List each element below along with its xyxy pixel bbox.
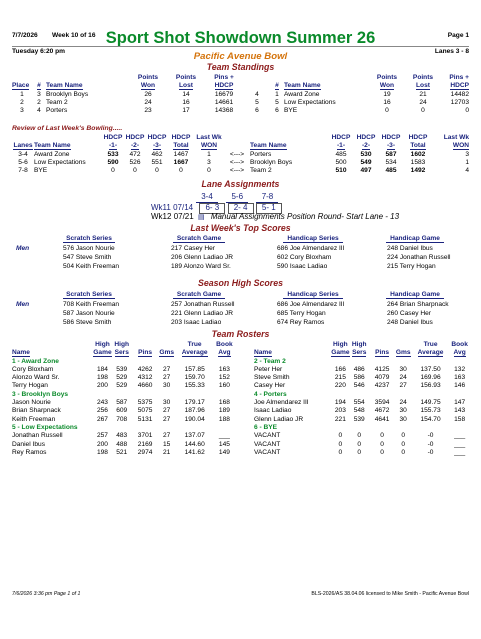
page-number: Page 1 [447, 32, 469, 39]
lane-pairs-header: 3-4 5-6 7-8 [196, 193, 278, 203]
review-row: 3-4 Award Zone 533 472 462 1467 1 <---> Porters 485 530 587 1602 3 [18, 150, 469, 158]
roster-row: Steve Smith 215 586 4079 24 169.96 163 [254, 374, 466, 382]
roster-row: Peter Her 166 486 4125 30 137.50 132 [254, 365, 466, 373]
roster-row: Joe Almendarez III 194 554 3594 24 149.75 147 [254, 399, 466, 407]
roster-row: VACANT 0 0 0 0 -0 ___ [254, 432, 466, 440]
roster-row: Terry Hogan 200 529 4660 30 155.33 160 [12, 382, 230, 390]
roster-row: Isaac Ladiao 203 548 4672 30 155.73 143 [254, 407, 466, 415]
top-handicap-game: 248 Daniel Ibus 224 Jonathan Russell 215 Terry Hogan [386, 245, 451, 270]
calendar-icon: ▤ [197, 214, 205, 221]
roster-team-name: 3 - Brooklyn Boys [12, 390, 69, 398]
review-row: 5-6 Low Expectations 590 526 551 1667 3 <---> Brooklyn Boys 500 549 534 1583 1 [18, 158, 469, 166]
top-scratch-series: 576 Jason Nourie 547 Steve Smith 504 Keith Freeman [62, 245, 120, 270]
roster-table-right: High High True Book Name Game Sers Pins Gms Average Avg 2 - Team 2 Peter Her 166 486 4125 30 137.50 132 Steve Smith 215 586 4079 24 169.96 163 Casey Her 220 546 4237 27 156.93 146 4 - Porters Joe Almendarez III 194 554 3594 24 149.75 147 Isaac Ladiao 203 548 4672 30 155.73 143 Glenn Ladiao JR 221 539 4641 30 154.70 158 6 - BYE VACANT 0 0 0 0 -0 ___ VACANT 0 0 0 0 -0 ___ VACANT 0 0 0 0 -0 ___ [254, 341, 468, 456]
report-date: 7/7/2026 [12, 32, 38, 39]
season-scratch-series: 708 Keith Freeman 587 Jason Nourie 586 Steve Smith [62, 301, 120, 326]
roster-team-name: 1 - Award Zone [12, 357, 59, 365]
day-time: Tuesday 6:20 pm [12, 48, 66, 55]
wk11-assign: Wk11 07/14 6- 3 2- 4 5- 1 [151, 203, 282, 214]
standings-row: 3 4 Porters 23 17 14368 6 6 BYE 0 0 0 [20, 107, 469, 115]
review-row: 7-8 BYE 0 0 0 0 0 <---> Team 2 510 497 485 1492 4 [18, 167, 469, 175]
roster-row: VACANT 0 0 0 0 -0 ___ [254, 448, 466, 456]
season-scratch-game: 257 Jonathan Russell 221 Glenn Ladiao JR 203 Isaac Ladiao [170, 301, 235, 326]
wk12-assign: Wk12 07/21 ▤ Manual Assignments Position Round- Start Lane - 13 [151, 212, 400, 221]
roster-row: Brian Sharpnack 256 609 5075 27 187.96 189 [12, 407, 230, 415]
standings-heading: Team Standings [206, 62, 275, 72]
league-title: Sport Shot Showdown Summer 26 [105, 29, 376, 47]
roster-team-name: 6 - BYE [254, 423, 278, 431]
season-handicap-series: 686 Joe Almendarez III 685 Terry Hogan 674 Rey Ramos [276, 301, 345, 326]
top-handicap-series: 686 Joe Almendarez III 602 Cory Bloxham 590 Isaac Ladiao [276, 245, 345, 270]
roster-row: Keith Freeman 267 708 5131 27 190.04 188 [12, 415, 230, 423]
roster-row: Cory Bloxham 184 539 4262 27 157.85 163 [12, 365, 230, 373]
top-scratch-game: 217 Casey Her 206 Glenn Ladiao JR 189 Alonzo Ward Sr. [170, 245, 233, 270]
roster-team-name: 5 - Low Expectations [12, 423, 78, 431]
week-label: Week 10 of 16 [52, 32, 96, 39]
roster-team-name: 4 - Porters [254, 390, 287, 398]
bowling-center: Pacific Avenue Bowl [193, 51, 288, 62]
roster-row: VACANT 0 0 0 0 -0 ___ [254, 440, 466, 448]
top-scores-heading: Last Week's Top Scores [190, 223, 291, 233]
roster-row: Jason Nourie 243 587 5375 30 179.17 168 [12, 399, 230, 407]
footer-license: BLS-2026/AS 38.04.06 licensed to Mike Smith - Pacific Avenue Bowl [311, 591, 469, 597]
review-heading: Review of Last Week's Bowling..... [12, 125, 123, 132]
rosters-heading: Team Rosters [211, 329, 270, 339]
lanes-range: Lanes 3 - 8 [434, 48, 469, 55]
roster-row: Rey Ramos 198 521 2974 21 141.62 149 [12, 448, 230, 456]
lane-assign-heading: Lane Assignments [201, 179, 280, 189]
standings-table: Points Points Pins + Points Points Pins + Place # Team Name Won Lost HDCP # Team Name Won Lost HDCP 1 3 Brooklyn Boys 26 14 16679 4 1 Award Zone 19 21 14482 2 2 Team 2 24 16 14661 5 5 Low Expectations 16 24 12703 3 4 Porters 23 17 14368 6 6 BYE 0 0 0 [12, 74, 469, 115]
roster-row: Jonathan Russell 257 483 3701 27 137.07 ___ [12, 432, 230, 440]
standings-row: 2 2 Team 2 24 16 14661 5 5 Low Expectations 16 24 12703 [20, 98, 469, 106]
roster-team-name: 2 - Team 2 [254, 357, 286, 365]
season-high-heading: Season High Scores [197, 278, 284, 288]
season-handicap-game: 264 Brian Sharpnack 260 Casey Her 248 Daniel Ibus [386, 301, 449, 326]
roster-row: Casey Her 220 546 4237 27 156.93 146 [254, 382, 466, 390]
standings-row: 1 3 Brooklyn Boys 26 14 16679 4 1 Award Zone 19 21 14482 [20, 90, 469, 98]
roster-row: Alonzo Ward Sr. 198 529 4312 27 159.70 152 [12, 374, 230, 382]
roster-row: Daniel Ibus 200 488 2169 15 144.60 145 [12, 440, 230, 448]
footer-printed: 7/6/2026 3:36 pm Page 1 of 1 [12, 591, 81, 597]
roster-row: Glenn Ladiao JR 221 539 4641 30 154.70 158 [254, 415, 466, 423]
roster-table-left: High High True Book Name Game Sers Pins Gms Average Avg 1 - Award Zone Cory Bloxham 184 539 4262 27 157.85 163 Alonzo Ward Sr. 198 529 4312 27 159.70 152 Terry Hogan 200 529 4660 30 155.33 160 3 - Brooklyn Boys Jason Nourie 243 587 5375 30 179.17 168 Brian Sharpnack 256 609 5075 27 187.96 189 Keith Freeman 267 708 5131 27 190.04 188 5 - Low Expectations Jonathan Russell 257 483 3701 27 137.07 ___ Daniel Ibus 200 488 2169 15 144.60 145 Rey Ramos 198 521 2974 21 141.62 149 [12, 341, 233, 456]
review-table: HDCP HDCP HDCP HDCP Last Wk HDCP HDCP HDCP HDCP Last Wk Lanes Team Name -1- -2- -3- Total WON Team Name -1- -2- -3- Total WON 3-4 Award Zone 533 472 462 1467 1 <---> Porters 485 530 587 1602 3 5-6 Low Expectations 590 526 551 1667 3 <---> Brooklyn Boys 500 549 534 1583 1 7-8 BYE 0 0 0 0 0 <---> Team 2 510 497 485 1492 4 [13, 134, 469, 175]
